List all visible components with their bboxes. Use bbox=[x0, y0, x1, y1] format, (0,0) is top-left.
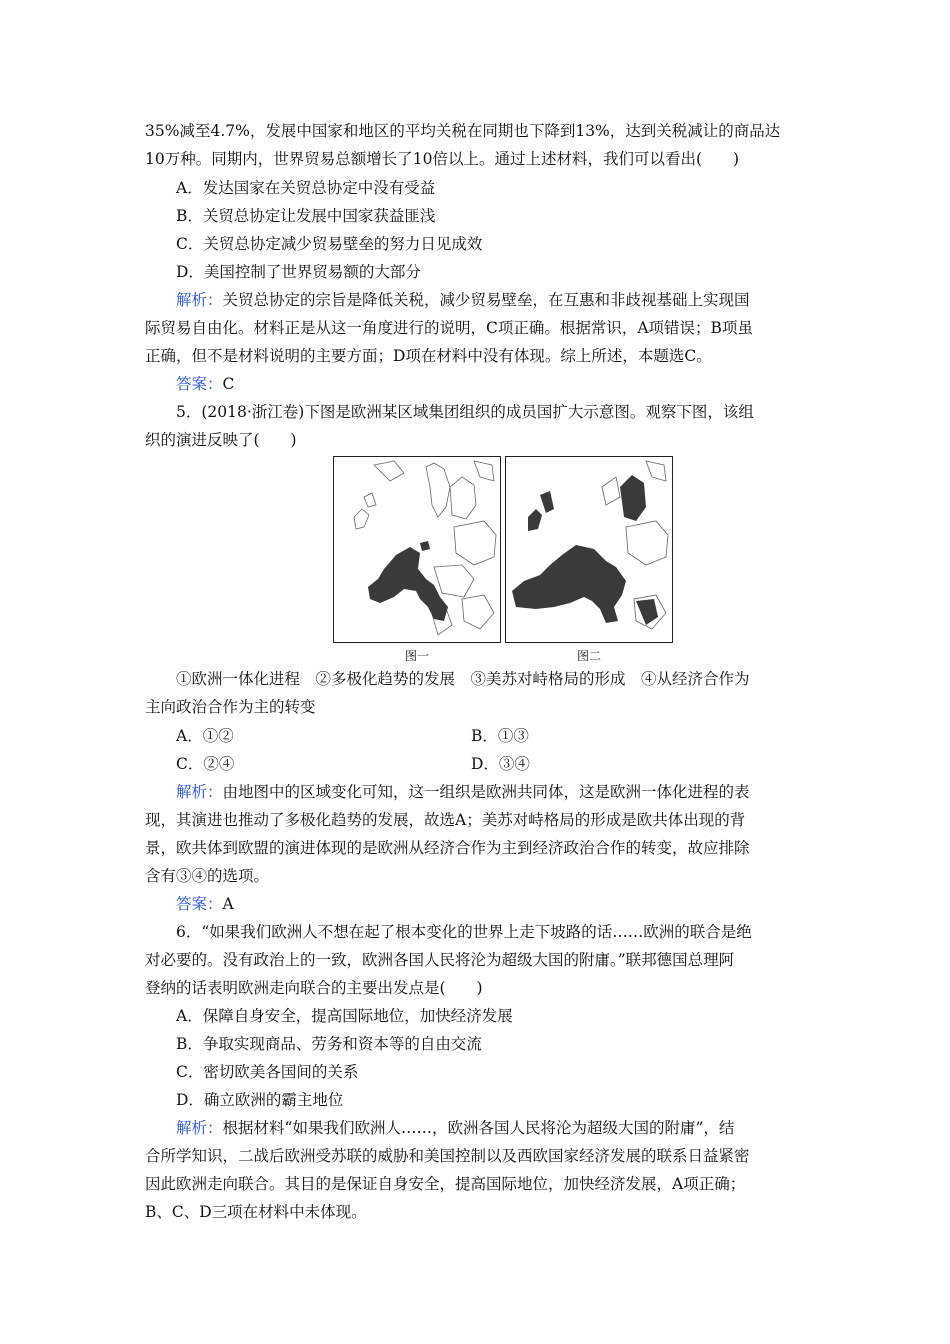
answer-line: 答案：C bbox=[176, 375, 235, 393]
caption-figure-2: 图二 bbox=[577, 649, 602, 663]
map-figure-2 bbox=[505, 456, 673, 643]
option-a: A．①② bbox=[176, 727, 234, 745]
statements-line: ①欧洲一体化进程 ②多极化趋势的发展 ③美苏对峙格局的形成 ④从经济合作为 bbox=[176, 670, 750, 688]
option-b: B．①③ bbox=[471, 727, 529, 745]
text-line: 正确，但不是材料说明的主要方面；D项在材料中没有体现。综上所述，本题选C。 bbox=[145, 347, 712, 365]
europe-map-2-image bbox=[506, 457, 672, 642]
text-line: 景，欧共体到欧盟的演进体现的是欧洲从经济合作为主到经济政治合作的转变，故应排除 bbox=[145, 839, 750, 857]
text-line: 因此欧洲走向联合。其目的是保证自身安全，提高国际地位，加快经济发展，A项正确； bbox=[145, 1175, 746, 1193]
analysis-line: 解析：关贸总协定的宗旨是降低关税，减少贸易壁垒，在互惠和非歧视基础上实现国 bbox=[176, 291, 750, 309]
text-line: 织的演进反映了( ) bbox=[145, 431, 297, 449]
option-d: D．确立欧洲的霸主地位 bbox=[176, 1091, 344, 1109]
option-c: C．密切欧美各国间的关系 bbox=[176, 1063, 359, 1081]
europe-map-1-image bbox=[334, 457, 500, 642]
text-line: 合所学知识，二战后欧洲受苏联的威胁和美国控制以及西欧国家经济发展的联系日益紧密 bbox=[145, 1147, 750, 1165]
text-line: 现，其演进也推动了多极化趋势的发展，故选A；美苏对峙格局的形成是欧共体出现的背 bbox=[145, 811, 746, 829]
text-line: 主向政治合作为主的转变 bbox=[145, 698, 316, 716]
text-line: 含有③④的选项。 bbox=[145, 867, 270, 885]
europe-maps-figure bbox=[333, 456, 651, 664]
text-line: 10万种。同期内，世界贸易总额增长了10倍以上。通过上述材料，我们可以看出( ) bbox=[145, 150, 740, 168]
answer-label: 答案： bbox=[176, 895, 223, 913]
analysis-label: 解析： bbox=[176, 291, 223, 309]
caption-figure-1: 图一 bbox=[405, 649, 430, 663]
analysis-label: 解析： bbox=[176, 783, 223, 801]
text-line: 登纳的话表明欧洲走向联合的主要出发点是( ) bbox=[145, 979, 483, 997]
answer-line: 答案：A bbox=[176, 895, 234, 913]
text-line: B、C、D三项在材料中未体现。 bbox=[145, 1203, 367, 1221]
analysis-line: 解析：由地图中的区域变化可知，这一组织是欧洲共同体，这是欧洲一体化进程的表 bbox=[176, 783, 750, 801]
question-5: 5．(2018·浙江卷)下图是欧洲某区域集团组织的成员国扩大示意图。观察下图，该组 bbox=[176, 403, 754, 421]
option-c: C．关贸总协定减少贸易壁垒的努力日见成效 bbox=[176, 235, 483, 253]
option-c: C．②④ bbox=[176, 755, 235, 773]
option-a: A．发达国家在关贸总协定中没有受益 bbox=[176, 179, 436, 197]
question-6: 6．“如果我们欧洲人不想在起了根本变化的世界上走下坡路的话……欧洲的联合是绝 bbox=[176, 923, 752, 941]
analysis-line: 解析：根据材料“如果我们欧洲人……，欧洲各国人民将沦为超级大国的附庸”，结 bbox=[176, 1119, 735, 1137]
text-line: 际贸易自由化。材料正是从这一角度进行的说明，C项正确。根据常识，A项错误；B项虽 bbox=[145, 319, 753, 337]
option-b: B．关贸总协定让发展中国家获益匪浅 bbox=[176, 207, 436, 225]
analysis-label: 解析： bbox=[176, 1119, 223, 1137]
map-figure-1 bbox=[333, 456, 501, 643]
option-a: A．保障自身安全，提高国际地位，加快经济发展 bbox=[176, 1007, 513, 1025]
option-d: D．美国控制了世界贸易额的大部分 bbox=[176, 263, 421, 281]
text-line: 35%减至4.7%，发展中国家和地区的平均关税在同期也下降到13%，达到关税减让的商品达 bbox=[145, 122, 781, 140]
option-b: B．争取实现商品、劳务和资本等的自由交流 bbox=[176, 1035, 482, 1053]
text-line: 对必要的。没有政治上的一致，欧洲各国人民将沦为超级大国的附庸。”联邦德国总理阿 bbox=[145, 951, 735, 969]
option-d: D．③④ bbox=[471, 755, 530, 773]
answer-label: 答案： bbox=[176, 375, 223, 393]
